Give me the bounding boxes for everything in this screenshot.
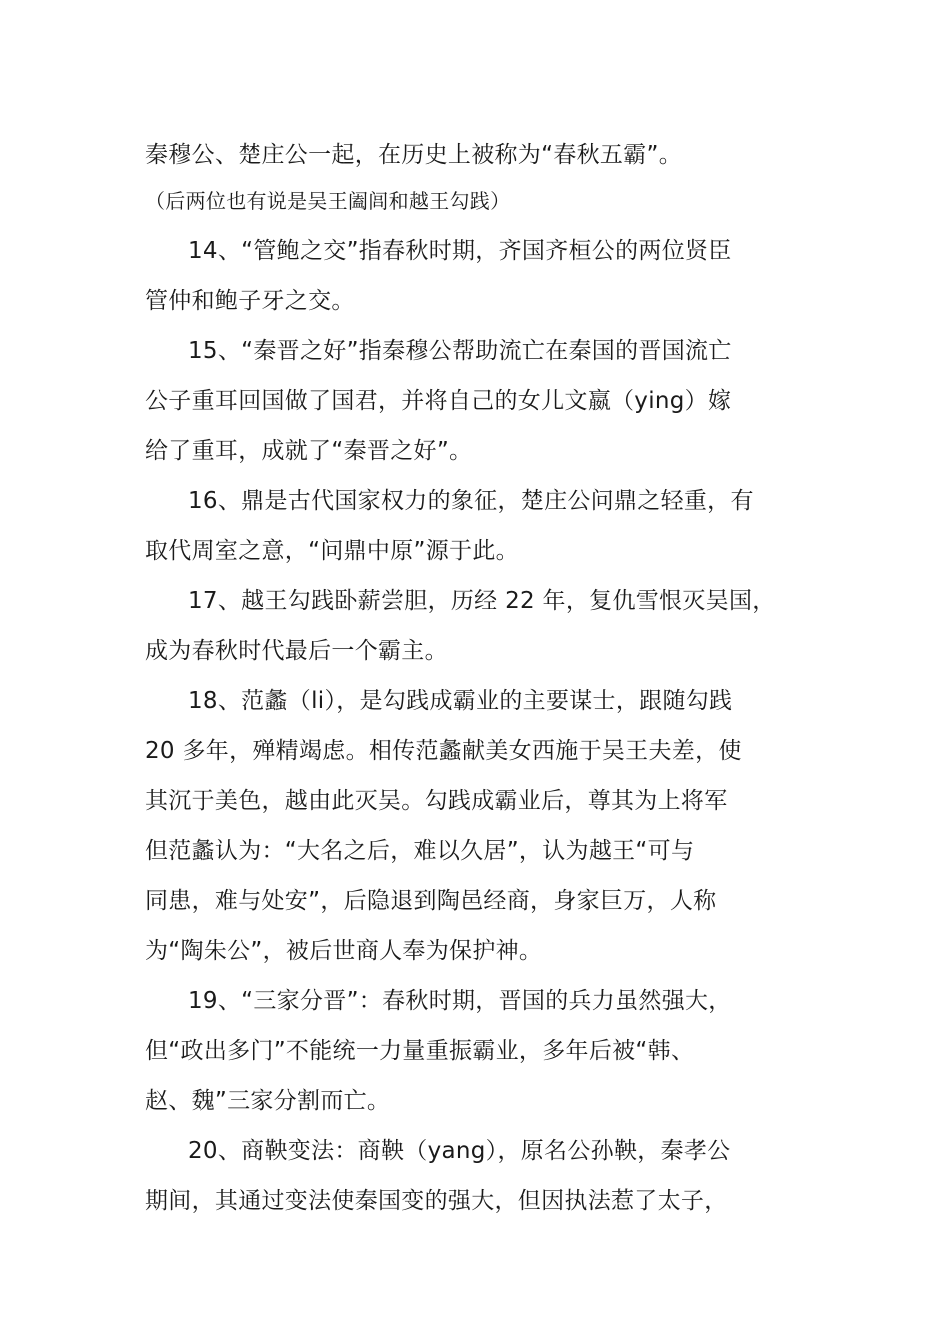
text-line-17: 为“陶朱公”，被后世商人奉为保护神。 — [145, 938, 543, 964]
text-line-13: 20 多年，殚精竭虑。相传范蠡献美女西施于吴王夫差，使 — [145, 738, 742, 764]
text-line-21: 20、商鞅变法：商鞅（yang），原名公孙鞅，秦孝公 — [188, 1138, 731, 1164]
text-line-1: 秦穆公、楚庄公一起，在历史上被称为“春秋五霸”。 — [145, 142, 683, 168]
text-line-19: 但“政出多门”不能统一力量重振霸业，多年后被“韩、 — [145, 1038, 695, 1064]
text-line-4: 管仲和鲍子牙之交。 — [145, 288, 355, 314]
text-line-12: 18、范蠡（li），是勾践成霸业的主要谋士，跟随勾践 — [188, 688, 733, 714]
text-line-8: 16、鼎是古代国家权力的象征，楚庄公问鼎之轻重，有 — [188, 488, 754, 514]
text-line-2: （后两位也有说是吴王阖闾和越王勾践） — [145, 189, 511, 213]
text-line-15: 但范蠡认为：“大名之后，难以久居”，认为越王“可与 — [145, 838, 695, 864]
text-line-16: 同患，难与处安”，后隐退到陶邑经商，身家巨万，人称 — [145, 888, 717, 914]
text-line-6: 公子重耳回国做了国君，并将自己的女儿文嬴（ying）嫁 — [145, 388, 732, 414]
text-line-10: 17、越王勾践卧薪尝胆，历经 22 年，复仇雪恨灭吴国， — [188, 588, 776, 614]
text-line-9: 取代周室之意，“问鼎中原”源于此。 — [145, 538, 519, 564]
text-line-14: 其沉于美色，越由此灭吴。勾践成霸业后，尊其为上将军 — [145, 788, 728, 814]
text-line-11: 成为春秋时代最后一个霸主。 — [145, 638, 448, 664]
text-line-7: 给了重耳，成就了“秦晋之好”。 — [145, 438, 473, 464]
text-line-18: 19、“三家分晋”：春秋时期，晋国的兵力虽然强大， — [188, 988, 732, 1014]
text-line-3: 14、“管鲍之交”指春秋时期，齐国齐桓公的两位贤臣 — [188, 238, 732, 264]
text-line-20: 赵、魏”三家分割而亡。 — [145, 1088, 391, 1114]
text-line-22: 期间，其通过变法使秦国变的强大，但因执法惹了太子， — [145, 1188, 728, 1214]
text-line-5: 15、“秦晋之好”指秦穆公帮助流亡在秦国的晋国流亡 — [188, 338, 732, 364]
